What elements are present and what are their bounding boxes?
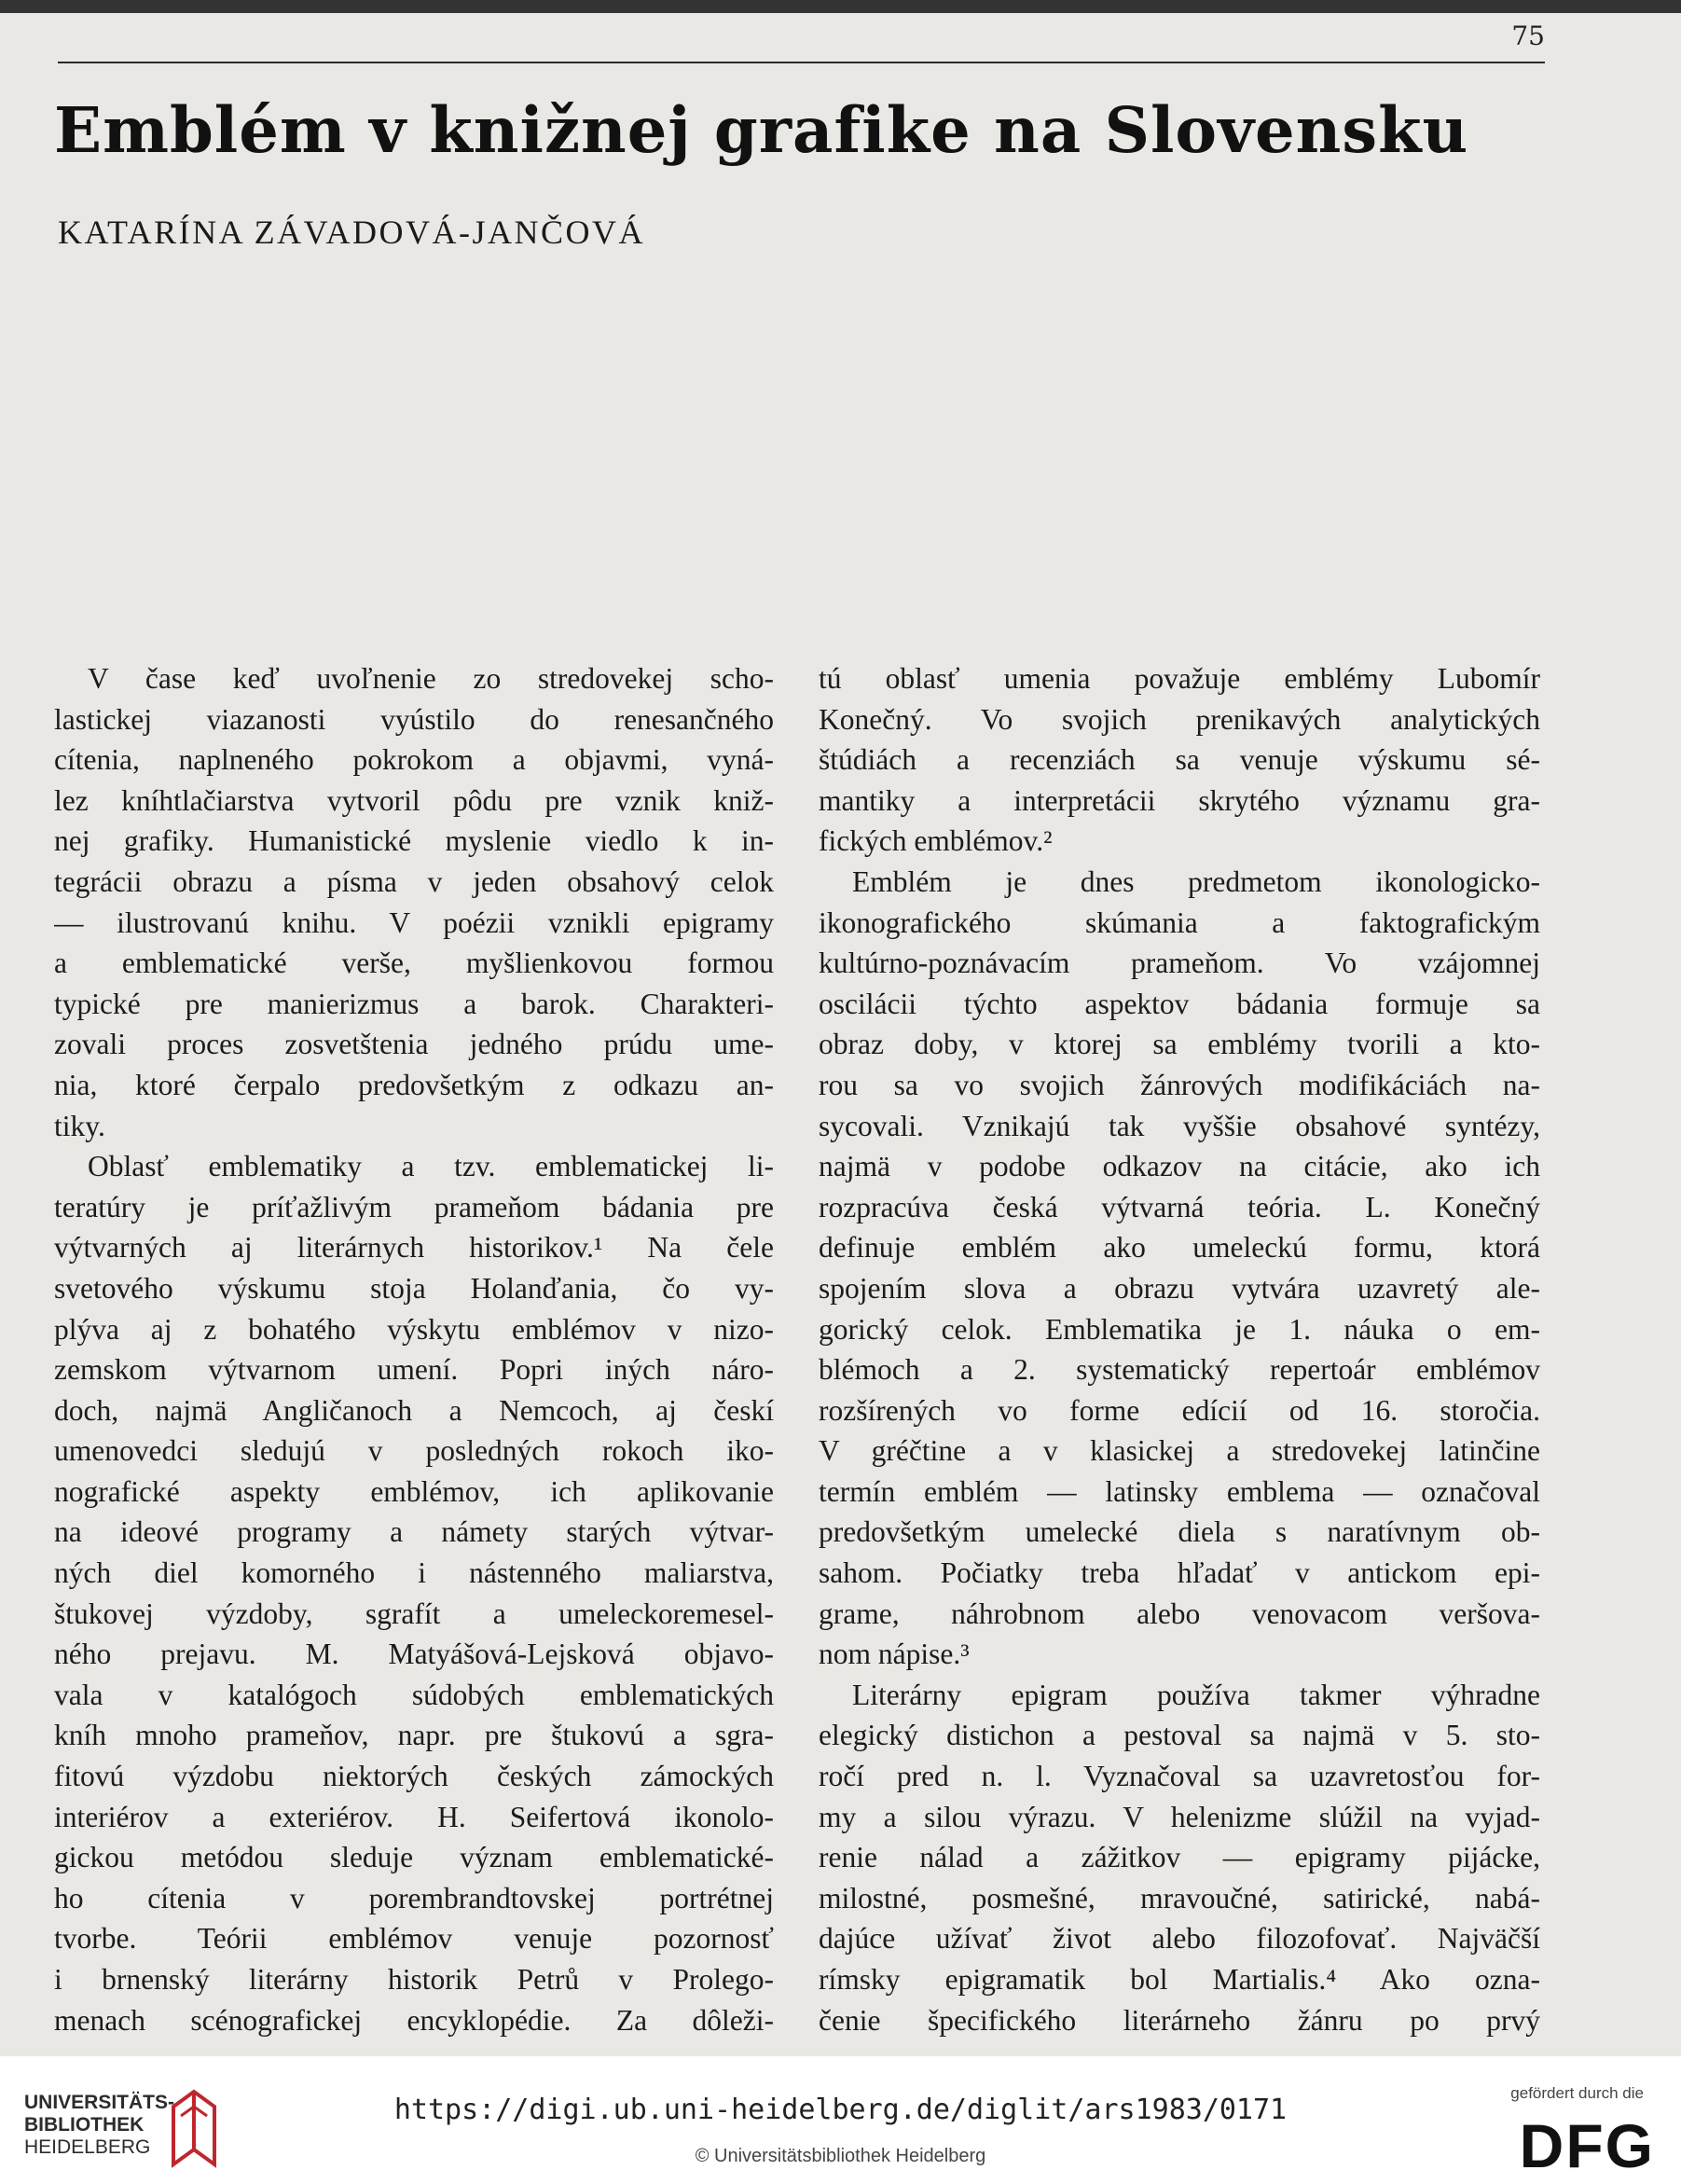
funding-label: gefördert durch die [1510, 2084, 1644, 2102]
text-line: sycovali. Vznikajú tak vyššie obsahové syntézy, [819, 1109, 1540, 1142]
text-line: ných diel komorného i nástenného maliarstva, [54, 1556, 774, 1590]
text-line: menach scénografickej encyklopédie. Za dôleži- [54, 2003, 774, 2037]
text-line: my a silou výrazu. V helenizme slúžil na vyjad- [819, 1800, 1540, 1833]
text-line: termín emblém — latinsky emblema — označoval [819, 1474, 1540, 1508]
text-line: Konečný. Vo svojich prenikavých analytických [819, 702, 1540, 736]
library-name-line: HEIDELBERG [24, 2136, 151, 2158]
text-line: sahom. Počiatky treba hľadať v antickom epi- [819, 1556, 1540, 1590]
text-line: cítenia, naplneného pokrokom a objavmi, vyná- [54, 743, 774, 777]
text-line: výtvarných aj literárnych historikov.¹ Na čele [54, 1231, 774, 1265]
viewer-footer [0, 2056, 1681, 2184]
text-line: a emblematické verše, myšlienkovou formou [54, 947, 774, 980]
text-line: oscilácii týchto aspektov bádania formuje sa [819, 987, 1540, 1020]
text-line: blémoch a 2. systematický repertoár emblémov [819, 1353, 1540, 1387]
text-line: rou sa vo svojich žánrových modifikáciách na- [819, 1068, 1540, 1101]
text-line: nom nápise.³ [819, 1638, 970, 1671]
text-line: doch, najmä Angličanoch a Nemcoch, aj českí [54, 1393, 774, 1427]
text-line: rozpracúva česká výtvarná teória. L. Konečný [819, 1190, 1540, 1223]
right-text-column [819, 658, 1540, 2040]
dfg-logo: DFG [1519, 2111, 1655, 2180]
library-name-line: BIBLIOTHEK [24, 2114, 145, 2136]
text-line: typické pre manierizmus a barok. Charakteri- [54, 987, 774, 1020]
text-line: umenovedci sledujú v posledných rokoch iko- [54, 1434, 774, 1468]
text-line: Oblasť emblematiky a tzv. emblematickej li- [88, 1150, 774, 1183]
text-line: tvorbe. Teórii emblémov venuje pozornosť [54, 1922, 774, 1956]
text-line: lez kníhtlačiarstva vytvoril pôdu pre vznik kniž- [54, 783, 774, 817]
text-line: rímsky epigramatik bol Martialis.⁴ Ako ozna- [819, 1963, 1540, 1996]
text-line: rozšírených vo forme edícií od 16. storočia. [819, 1393, 1540, 1427]
text-line: ného prejavu. M. Matyášová-Lejsková objavo- [54, 1638, 774, 1671]
text-line: mantiky a interpretácii skrytého významu gra- [819, 783, 1540, 817]
text-line: štúdiách a recenziách sa venuje výskumu sé- [819, 743, 1540, 777]
text-line: V gréčtine a v klasickej a stredovekej latinčine [819, 1434, 1540, 1468]
text-line: — ilustrovanú knihu. V poézii vznikli epigramy [54, 905, 774, 939]
document-url-link[interactable]: https://digi.ub.uni-heidelberg.de/diglit/ars1983/0171 [393, 2094, 1288, 2126]
text-line: gickou metódou sleduje význam emblematické- [54, 1841, 774, 1874]
text-line: obraz doby, v ktorej sa emblémy tvorili a kto- [819, 1028, 1540, 1061]
text-line: teratúry je príťažlivým prameňom bádania pre [54, 1190, 774, 1223]
text-line: milostné, posmešné, mravoučné, satirické, nabá- [819, 1881, 1540, 1914]
text-line: tú oblasť umenia považuje emblémy Lubomír [819, 662, 1540, 695]
text-line: Emblém je dnes predmetom ikonologicko- [852, 864, 1540, 898]
text-line: V čase keď uvoľnenie zo stredovekej scho- [88, 662, 774, 695]
text-line: i brnenský literárny historik Petrů v Prolego- [54, 1963, 774, 1996]
article-title: Emblém v knižnej grafike na Slovensku [54, 93, 1469, 167]
text-line: nia, ktoré čerpalo predovšetkým z odkazu an- [54, 1068, 774, 1101]
library-name-line: UNIVERSITÄTS- [24, 2092, 175, 2113]
text-line: interiérov a exteriérov. H. Seifertová ikonolo- [54, 1800, 774, 1833]
text-line: tegrácii obrazu a písma v jeden obsahový celok [54, 864, 774, 898]
text-line: ročí pred n. l. Vyznačoval sa uzavretosťou for- [819, 1760, 1540, 1793]
copyright-notice: © Universitätsbibliothek Heidelberg [695, 2146, 986, 2166]
text-line: spojením slova a obrazu vytvára uzavretý ale- [819, 1271, 1540, 1305]
text-line: zemskom výtvarnom umení. Popri iných náro- [54, 1353, 774, 1387]
text-line: štukovej výzdoby, sgrafít a umeleckoremesel- [54, 1597, 774, 1630]
text-line: svetového výskumu stoja Holanďania, čo vy- [54, 1271, 774, 1305]
text-line: vala v katalógoch súdobých emblematických [54, 1678, 774, 1711]
text-line: definuje emblém ako umeleckú formu, ktorá [819, 1231, 1540, 1265]
text-line: tiky. [54, 1109, 105, 1142]
page-number: 75 [1511, 21, 1545, 51]
text-line: kultúrno-poznávacím prameňom. Vo vzájomnej [819, 947, 1540, 980]
text-line: dajúce užívať život alebo filozofovať. Najväčší [819, 1922, 1540, 1956]
text-line: lastickej viazanosti vyústilo do renesančného [54, 702, 774, 736]
text-line: nej grafiky. Humanistické myslenie viedlo k in- [54, 824, 774, 858]
text-line: najmä v podobe odkazov na citácie, ako ich [819, 1150, 1540, 1183]
text-line: plýva aj z bohatého výskytu emblémov v nizo- [54, 1312, 774, 1346]
text-line: renie nálad a zážitkov — epigramy pijácke, [819, 1841, 1540, 1874]
text-line: fických emblémov.² [819, 824, 1053, 858]
text-line: ikonografického skúmania a faktografickým [819, 905, 1540, 939]
text-line: nografické aspekty emblémov, ich aplikovanie [54, 1474, 774, 1508]
text-line: Literárny epigram používa takmer výhradne [852, 1678, 1540, 1711]
header-rule [58, 62, 1545, 63]
left-text-column [54, 658, 774, 2040]
text-line: gorický celok. Emblematika je 1. náuka o em- [819, 1312, 1540, 1346]
text-line: ho cítenia v porembrandtovskej portrétnej [54, 1881, 774, 1914]
text-line: elegický distichon a pestoval sa najmä v 5. sto- [819, 1719, 1540, 1752]
text-line: na ideové programy a námety starých výtvar- [54, 1515, 774, 1549]
text-line: grame, náhrobnom alebo venovacom veršova- [819, 1597, 1540, 1630]
text-line: čenie špecifického literárneho žánru po prvý [819, 2003, 1540, 2037]
text-line: predovšetkým umelecké diela s naratívnym ob- [819, 1515, 1540, 1549]
text-line: fitovú výzdobu niektorých českých zámockých [54, 1760, 774, 1793]
top-dark-border [0, 0, 1681, 13]
text-line: kníh mnoho prameňov, napr. pre štukovú a sgra- [54, 1719, 774, 1752]
article-author: KATARÍNA ZÁVADOVÁ-JANČOVÁ [58, 214, 645, 251]
text-line: zovali proces zosvetštenia jedného prúdu ume- [54, 1028, 774, 1061]
